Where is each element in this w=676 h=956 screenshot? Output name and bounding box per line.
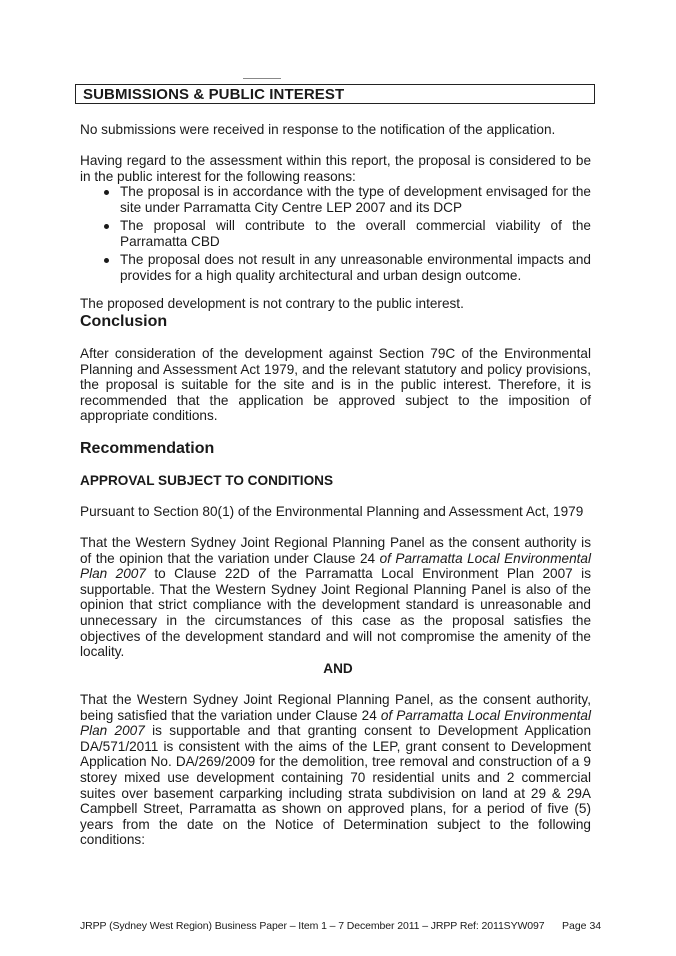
consent-text-b: is supportable and that granting consent to Development Application DA/571/2011 is consistent with the aims of the LEP, grant consent to Development Application No. DA/269/2009 for the demolition, tree removal and construction of a 9 storey mixed use development containing 70 residential units and 2 commercial suites over basement carparking including strata subdivision on land at 29 & 29A Campbell Street, Parramatta as shown on approved plans, for a period of five (5) years from the date on the Notice of Determination subject to the following conditions: bbox=[80, 723, 591, 848]
opinion-text-b: to Clause 22D of the Parramatta Local Environment Plan 2007 is supportable. That the Western Sydney Joint Regional Planning Panel is also of the opinion that strict compliance with the development standard is unreasonable and unnecessary in the circumstances of this case as the proposal satisfies the objectives of the development standard and will not compromise the amenity of the locality. bbox=[80, 566, 591, 660]
opinion-paragraph bbox=[80, 535, 591, 660]
approval-heading: APPROVAL SUBJECT TO CONDITIONS bbox=[80, 473, 334, 488]
page-footer: JRPP (Sydney West Region) Business Paper – Item 1 – 7 December 2011 – JRPP Ref: 2011SYW097 bbox=[80, 920, 545, 932]
section-heading: SUBMISSIONS & PUBLIC INTEREST bbox=[83, 86, 345, 103]
lep-reference: of Parramatta Local Environmental Plan 2007 bbox=[80, 707, 591, 739]
not-contrary-paragraph: The proposed development is not contrary to the public interest. bbox=[80, 296, 464, 311]
page-number: Page 34 bbox=[562, 920, 602, 932]
consent-paragraph bbox=[80, 692, 591, 848]
pen-mark bbox=[243, 78, 281, 79]
bullet-icon bbox=[104, 258, 109, 263]
opinion-text-a: That the Western Sydney Joint Regional Planning Panel as the consent authority is of the opinion that the variation under Clause 24 bbox=[80, 535, 591, 566]
reason-text: The proposal does not result in any unreasonable environmental impacts and provides for a high quality architectural and urban design outcome. bbox=[120, 252, 591, 283]
recommendation-heading: Recommendation bbox=[80, 440, 215, 457]
section-heading-box bbox=[75, 84, 595, 104]
reason-text: The proposal is in accordance with the type of development envisaged for the site under Parramatta City Centre LEP 2007 and its DCP bbox=[120, 184, 591, 215]
and-label: AND bbox=[323, 661, 353, 676]
reasons-list bbox=[80, 184, 591, 287]
conclusion-heading: Conclusion bbox=[80, 313, 168, 330]
lep-reference: of Parramatta Local Environmental Plan 2007 bbox=[80, 550, 591, 582]
bullet-icon bbox=[104, 190, 109, 195]
consent-text-a: That the Western Sydney Joint Regional Planning Panel, as the consent authority, being satisfied that the variation under Clause 24 bbox=[80, 692, 591, 723]
submissions-paragraph: No submissions were received in response to the notification of the application. bbox=[80, 122, 556, 137]
list-item bbox=[80, 184, 591, 215]
bullet-icon bbox=[104, 224, 109, 229]
reason-text: The proposal will contribute to the overall commercial viability of the Parramatta CBD bbox=[120, 218, 591, 249]
pursuant-paragraph: Pursuant to Section 80(1) of the Environmental Planning and Assessment Act, 1979 bbox=[80, 504, 584, 519]
list-item bbox=[80, 252, 591, 283]
public-interest-intro: Having regard to the assessment within this report, the proposal is considered to be in the public interest for the following reasons: bbox=[80, 153, 591, 184]
conclusion-paragraph: After consideration of the development against Section 79C of the Environmental Planning and Assessment Act 1979, and the relevant statutory and policy provisions, the proposal is suitable for the site and is in the public interest. Therefore, it is recommended that the application be approved subject to the imposition of appropriate conditions. bbox=[80, 346, 591, 424]
list-item bbox=[80, 218, 591, 249]
